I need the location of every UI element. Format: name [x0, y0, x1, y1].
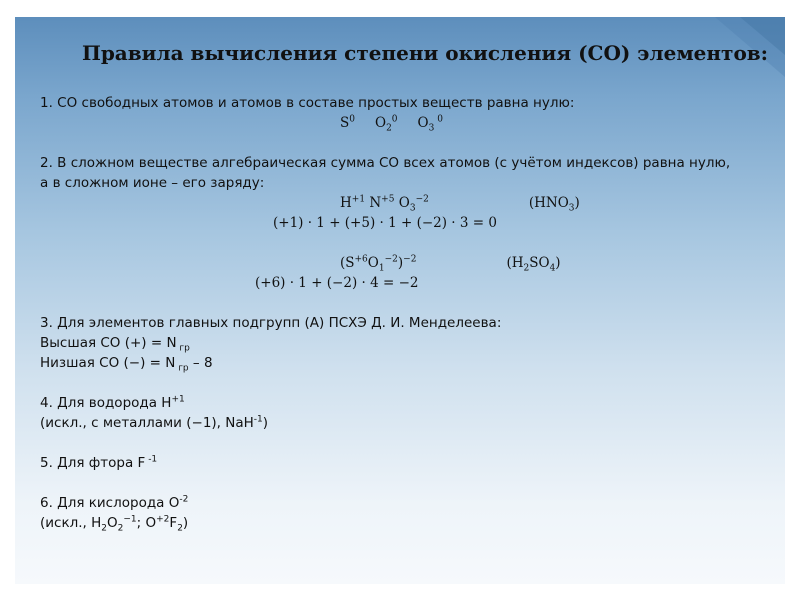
- rule-6-exception: (искл., $H_2O_2^{-1}$; $O^{+2}F_2$): [40, 514, 189, 534]
- rule-4-exception: (искл., с металлами (−1), NaH$^{-1}$): [40, 414, 269, 431]
- rule-2-calc-2: (+6) · 1 + (−2) · 4 = −2: [255, 275, 419, 291]
- rule-5-head: 5. Для фтора F $^{-1}$: [40, 454, 158, 471]
- slide: [15, 17, 785, 584]
- rule-2-formula-2: $(S^{+6}O_1^{-2})^{-2}$ $(H_2SO_4)$: [340, 254, 561, 274]
- rule-2-formula-1: $H^{+1}$ $N^{+5}$ $O_3^{-2}$ $(HNO_3)$: [340, 194, 580, 214]
- rule-3-highest: Высшая СО (+) = N $_{гр}$: [40, 335, 190, 354]
- rule-3-lowest: Низшая СО (−) = N $_{гр}$ – 8: [40, 355, 213, 374]
- rule-3-head: 3. Для элементов главных подгрупп (А) ПСХЭ Д. И. Менделеева:: [40, 315, 502, 331]
- rule-2-text-line1: 2. В сложном веществе алгебраическая сумма СО всех атомов (с учётом индексов) равна нулю,: [40, 155, 731, 171]
- rule-2-calc-1: (+1) · 1 + (+5) · 1 + (−2) · 3 = 0: [273, 215, 497, 231]
- rule-4-head: 4. Для водорода $H^{+1}$: [40, 394, 185, 411]
- rule-1-text: 1. СО свободных атомов и атомов в составе простых веществ равна нулю:: [40, 95, 575, 111]
- rule-1-examples: $S^0$ $O_2^0$ $O_3$ $^0$: [340, 114, 443, 134]
- slide-title: Правила вычисления степени окисления (СО) элементов:: [81, 41, 769, 65]
- rule-2-text-line2: а в сложном ионе – его заряду:: [40, 175, 265, 191]
- rule-6-head: 6. Для кислорода $O^{-2}$: [40, 494, 189, 511]
- slide-content: [40, 93, 775, 533]
